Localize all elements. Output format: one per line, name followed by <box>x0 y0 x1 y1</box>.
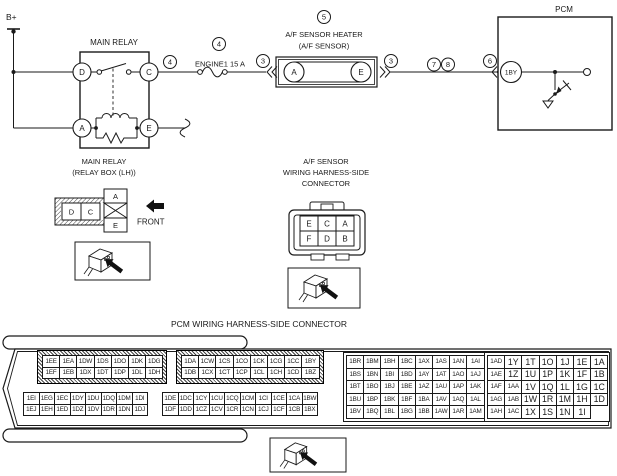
pin-cell-1EH: 1EH <box>39 404 56 417</box>
pin-cell-1DP: 1DP <box>111 367 129 380</box>
pin-cell-1EC: 1EC <box>54 392 71 405</box>
fuse-label: ENGINE1 15 A <box>194 59 246 69</box>
pin-cell-1AG: 1AG <box>487 393 505 407</box>
pin-row <box>487 355 607 369</box>
pin-cell-1EB: 1EB <box>59 367 77 380</box>
callout-3-right <box>385 55 398 68</box>
pin-cell-1CQ: 1CQ <box>224 392 241 405</box>
pin-cell-1BB: 1BB <box>415 405 433 419</box>
pin-cell-1AP: 1AP <box>449 380 467 394</box>
pin-cell-1DF: 1DF <box>162 404 179 417</box>
pin-cell-1DW: 1DW <box>76 355 94 368</box>
pin-cell-1CE: 1CE <box>271 392 288 405</box>
pin-cell-1BV: 1BV <box>346 405 364 419</box>
callout-7 <box>428 58 441 71</box>
pin-cell-1AY: 1AY <box>415 368 433 382</box>
pin-cell-1CL: 1CL <box>250 367 268 380</box>
callout-8 <box>442 58 455 71</box>
pin-cell-1CV: 1CV <box>209 404 226 417</box>
heater-title-1: A/F SENSOR HEATER <box>285 30 363 39</box>
pin-row <box>487 380 607 394</box>
pin-cell-1DN: 1DN <box>116 404 133 417</box>
pin-cell-1EE: 1EE <box>42 355 60 368</box>
pin-cell-1O: 1O <box>539 355 557 369</box>
pin-cell-1BN: 1BN <box>363 368 381 382</box>
pin-cell-1DY: 1DY <box>70 392 87 405</box>
pin-cell-1DG: 1DG <box>145 355 163 368</box>
pin-cell-1CG: 1CG <box>267 355 285 368</box>
relay-conn-pin-d: D <box>68 207 75 217</box>
pin-cell-1S: 1S <box>539 405 557 419</box>
pin-row <box>346 368 484 382</box>
pin-cell-1DS: 1DS <box>94 355 112 368</box>
pin-cell-1CP: 1CP <box>233 367 251 380</box>
pcm-connector-photo-box <box>270 438 346 472</box>
pin-cell-1R: 1R <box>539 393 557 407</box>
svg-text:3: 3 <box>260 56 266 66</box>
pin-cell-1AQ: 1AQ <box>449 393 467 407</box>
wire-continuation <box>158 119 190 137</box>
front-label: FRONT <box>137 217 165 227</box>
pin-cell-1V: 1V <box>521 380 539 394</box>
relay-terminal-c: C <box>146 68 152 77</box>
heater-callout <box>318 11 331 24</box>
pin-cell-1Y: 1Y <box>504 355 522 369</box>
relay-terminal-d: D <box>79 68 85 77</box>
pin-cell-1EG: 1EG <box>39 392 56 405</box>
heater-terminal-a: A <box>291 68 297 77</box>
pin-cell-1N: 1N <box>556 405 574 419</box>
pin-cell-1AB: 1AB <box>504 393 522 407</box>
pin-cell-1CS: 1CS <box>215 355 233 368</box>
pin-cell-1DA: 1DA <box>181 355 199 368</box>
pin-cell-1BE: 1BE <box>398 380 416 394</box>
pin-cell-1BP: 1BP <box>363 393 381 407</box>
svg-text:4: 4 <box>216 39 222 49</box>
pin-cell-1BC: 1BC <box>398 355 416 369</box>
pcm-pin-1by: 1BY <box>504 69 518 77</box>
pin-cell-1AL: 1AL <box>466 393 484 407</box>
relay-conn-pin-c: C <box>87 207 94 217</box>
af-connector-title-3: CONNECTOR <box>301 179 351 188</box>
pin-cell-1CY: 1CY <box>193 392 210 405</box>
pin-cell-1BG: 1BG <box>398 405 416 419</box>
pin-cell-1BO: 1BO <box>363 380 381 394</box>
pin-cell-1DO: 1DO <box>111 355 129 368</box>
pin-cell-1H: 1H <box>573 393 591 407</box>
pin-cell-1W: 1W <box>521 393 539 407</box>
pin-cell-1AF: 1AF <box>487 380 505 394</box>
pin-cell-1CM: 1CM <box>240 392 257 405</box>
svg-text:3: 3 <box>388 56 394 66</box>
pin-cell-1ED: 1ED <box>54 404 71 417</box>
pin-cell-1AO: 1AO <box>449 368 467 382</box>
pin-cell-1EJ: 1EJ <box>23 404 40 417</box>
pin-cell-1AU: 1AU <box>432 380 450 394</box>
svg-text:8: 8 <box>445 60 451 70</box>
pin-row <box>346 393 484 407</box>
pin-row <box>42 367 162 380</box>
pin-cell-1C: 1C <box>590 380 608 394</box>
pcm-pin-group-bottom-middle <box>162 392 317 416</box>
pin-row <box>346 380 484 394</box>
pin-cell-1BR: 1BR <box>346 355 364 369</box>
pin-cell-1BS: 1BS <box>346 368 364 382</box>
pcm-pin-group-top-left <box>37 350 167 384</box>
pin-cell-1BQ: 1BQ <box>363 405 381 419</box>
fuse-callout-top <box>213 38 226 51</box>
pin-cell-1A: 1A <box>590 355 608 369</box>
pin-cell-1EI: 1EI <box>23 392 40 405</box>
pin-cell-1BD: 1BD <box>398 368 416 382</box>
pin-cell-1M: 1M <box>556 393 574 407</box>
pin-cell-1AE: 1AE <box>487 368 505 382</box>
pin-cell-1BT: 1BT <box>346 380 364 394</box>
pin-cell-1AK: 1AK <box>466 380 484 394</box>
pin-cell-1CB: 1CB <box>286 404 303 417</box>
heater-title-2: (A/F SENSOR) <box>298 41 350 51</box>
pin-cell-1CZ: 1CZ <box>193 404 210 417</box>
pin-cell-1EF: 1EF <box>42 367 60 380</box>
pin-row <box>23 404 147 417</box>
pin-cell-1EA: 1EA <box>59 355 77 368</box>
pin-cell-1U: 1U <box>521 368 539 382</box>
pin-cell-1CD: 1CD <box>284 367 302 380</box>
pin-cell-1CJ: 1CJ <box>255 404 272 417</box>
pin-cell-1AN: 1AN <box>449 355 467 369</box>
pin-cell-1T: 1T <box>521 355 539 369</box>
svg-text:7: 7 <box>431 60 437 70</box>
pin-cell-1AH: 1AH <box>487 405 505 419</box>
pin-cell-1DX: 1DX <box>76 367 94 380</box>
pin-cell-1AC: 1AC <box>504 405 522 419</box>
pin-cell-1E: 1E <box>573 355 591 369</box>
main-relay-title: MAIN RELAY <box>90 38 138 47</box>
pin-cell-1BF: 1BF <box>398 393 416 407</box>
pin-cell-1B: 1B <box>590 368 608 382</box>
pin-cell-1F: 1F <box>573 368 591 382</box>
af-pin-c: C <box>324 219 330 229</box>
pin-cell-1BU: 1BU <box>346 393 364 407</box>
pin-cell-1DE: 1DE <box>162 392 179 405</box>
svg-text:4: 4 <box>167 57 173 67</box>
pin-cell-1DI: 1DI <box>132 392 149 405</box>
pin-cell-1AI: 1AI <box>466 355 484 369</box>
pin-cell-1X: 1X <box>521 405 539 419</box>
pin-cell-1BI: 1BI <box>380 368 398 382</box>
pin-cell-1Q: 1Q <box>539 380 557 394</box>
pin-cell-1DH: 1DH <box>145 367 163 380</box>
pin-row <box>181 367 319 380</box>
pin-cell-1AD: 1AD <box>487 355 505 369</box>
relay-connector-title-1: MAIN RELAY <box>81 157 127 166</box>
pin-cell-1DZ: 1DZ <box>70 404 87 417</box>
pin-cell-1BM: 1BM <box>363 355 381 369</box>
battery-feed-symbol <box>7 29 73 128</box>
pin-row <box>487 368 607 382</box>
relay-conn-pin-e: E <box>112 221 119 230</box>
pin-cell-1CI: 1CI <box>255 392 272 405</box>
pcm-connector-title: PCM WIRING HARNESS-SIDE CONNECTOR <box>171 319 347 329</box>
main-relay-symbol <box>73 52 158 148</box>
pin-cell-1CF: 1CF <box>271 404 288 417</box>
pin-row <box>487 405 607 419</box>
pin-cell-1D: 1D <box>590 393 608 407</box>
pin-cell-1CO: 1CO <box>233 355 251 368</box>
pin-cell-1CW: 1CW <box>198 355 216 368</box>
af-connector-title-1: A/F SENSOR <box>303 157 349 166</box>
pin-cell-1K: 1K <box>556 368 574 382</box>
pin-cell-1J: 1J <box>556 355 574 369</box>
relay-terminal-a: A <box>79 124 85 133</box>
pcm-pin-group-top-middle <box>176 350 324 384</box>
pin-cell-1DM: 1DM <box>116 392 133 405</box>
pin-cell-1CC: 1CC <box>284 355 302 368</box>
pin-cell-1DT: 1DT <box>94 367 112 380</box>
pin-cell-1Z: 1Z <box>504 368 522 382</box>
callout-6 <box>484 55 497 68</box>
pin-cell-1DQ: 1DQ <box>101 392 118 405</box>
pin-cell-1AZ: 1AZ <box>415 380 433 394</box>
pin-cell-1CN: 1CN <box>240 404 257 417</box>
pin-cell-1DU: 1DU <box>85 392 102 405</box>
pin-row <box>346 355 484 369</box>
pin-row <box>346 405 484 419</box>
callout-3-left <box>257 55 270 68</box>
pcm-label: PCM <box>555 5 573 14</box>
pin-cell-1BK: 1BK <box>380 393 398 407</box>
svg-text:5: 5 <box>321 12 327 22</box>
pin-cell-1CT: 1CT <box>215 367 233 380</box>
pin-cell-1AX: 1AX <box>415 355 433 369</box>
fuse-callout-left <box>164 56 177 69</box>
pin-cell-1DB: 1DB <box>181 367 199 380</box>
pin-cell-1CR: 1CR <box>224 404 241 417</box>
b-plus-label: B+ <box>6 12 17 22</box>
pin-cell-1CA: 1CA <box>286 392 303 405</box>
relay-conn-pin-a: A <box>112 192 119 201</box>
pin-cell-1I: 1I <box>573 405 591 419</box>
pin-cell-1AM: 1AM <box>466 405 484 419</box>
pin-cell-1DK: 1DK <box>128 355 146 368</box>
pin-cell-1BW: 1BW <box>302 392 319 405</box>
af-pin-a: A <box>342 219 348 229</box>
pin-cell-1AJ: 1AJ <box>466 368 484 382</box>
relay-connector-photo-box <box>75 242 150 280</box>
pin-cell-1L: 1L <box>556 380 574 394</box>
svg-text:6: 6 <box>487 56 493 66</box>
pin-cell-1AS: 1AS <box>432 355 450 369</box>
af-pin-f: F <box>306 234 312 244</box>
af-pin-b: B <box>342 234 348 244</box>
pin-cell-1CK: 1CK <box>250 355 268 368</box>
pin-cell-1AR: 1AR <box>449 405 467 419</box>
pin-cell-1AV: 1AV <box>432 393 450 407</box>
pin-cell-1DL: 1DL <box>128 367 146 380</box>
pin-cell-1BH: 1BH <box>380 355 398 369</box>
pin-cell-1AA: 1AA <box>504 380 522 394</box>
pin-cell-1P: 1P <box>539 368 557 382</box>
pin-cell-1AT: 1AT <box>432 368 450 382</box>
relay-terminal-e: E <box>146 124 152 133</box>
heater-terminal-e: E <box>358 68 364 77</box>
pin-row <box>162 404 317 417</box>
pin-cell-1BY: 1BY <box>301 355 319 368</box>
pin-cell-1BX: 1BX <box>302 404 319 417</box>
pin-cell-1DC: 1DC <box>178 392 195 405</box>
pin-cell-1BL: 1BL <box>380 405 398 419</box>
af-connector-title-2: WIRING HARNESS-SIDE <box>282 168 370 177</box>
pin-cell-1CH: 1CH <box>267 367 285 380</box>
af-connector-diagram <box>289 202 365 260</box>
af-pin-e: E <box>306 219 312 229</box>
pin-cell-1AW: 1AW <box>432 405 450 419</box>
pcm-pin-group-right-outer <box>484 352 610 422</box>
pcm-pin-group-bottom-left <box>23 392 147 416</box>
fuse-symbol <box>158 67 266 77</box>
pin-cell-1DR: 1DR <box>101 404 118 417</box>
pin-row <box>487 393 607 407</box>
pin-cell-1CX: 1CX <box>198 367 216 380</box>
pin-cell-1BA: 1BA <box>415 393 433 407</box>
front-direction-arrow <box>146 200 164 213</box>
pin-cell-1DV: 1DV <box>85 404 102 417</box>
pin-cell-1DJ: 1DJ <box>132 404 149 417</box>
pcm-pin-group-right-inner <box>343 352 487 422</box>
pin-cell-1BZ: 1BZ <box>301 367 319 380</box>
af-connector-photo-box <box>288 268 360 308</box>
af-pin-d: D <box>324 234 330 244</box>
relay-connector-title-2: (RELAY BOX (LH)) <box>72 168 136 177</box>
pin-cell-1CU: 1CU <box>209 392 226 405</box>
pin-cell-1BJ: 1BJ <box>380 380 398 394</box>
pin-cell-1G: 1G <box>573 380 591 394</box>
pin-cell-1DD: 1DD <box>178 404 195 417</box>
